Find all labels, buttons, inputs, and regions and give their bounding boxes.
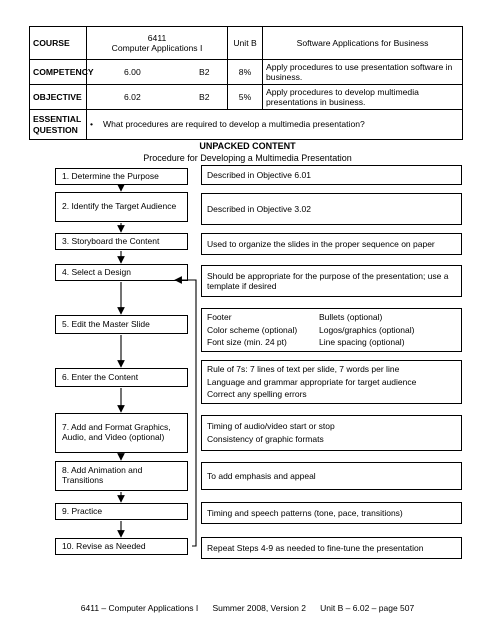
course-label: COURSE bbox=[30, 27, 87, 60]
competency-text: Apply procedures to use presentation software in business. bbox=[263, 60, 463, 85]
step-label: 3. Storyboard the Content bbox=[62, 235, 160, 246]
page-footer: 6411 – Computer Applications I Summer 2008, Version 2 Unit B – 6.02 – page 507 bbox=[80, 603, 415, 613]
unit-title: Software Applications for Business bbox=[263, 27, 463, 60]
objective-weight: 5% bbox=[228, 85, 263, 110]
unit-cell: Unit B bbox=[228, 27, 263, 60]
desc-line: Timing of audio/video start or stop bbox=[207, 421, 335, 432]
step-label: 10. Revise as Needed bbox=[62, 540, 146, 551]
step-label: 2. Identify the Target Audience bbox=[62, 201, 177, 212]
competency-level: B2 bbox=[182, 60, 228, 85]
course-name: Computer Applications I bbox=[111, 43, 203, 53]
desc-line: Correct any spelling errors bbox=[207, 389, 307, 400]
desc-line: Logos/graphics (optional) bbox=[319, 324, 415, 335]
desc-line: Footer bbox=[207, 311, 232, 322]
loop-back-arrow bbox=[175, 280, 196, 546]
step-label: 4. Select a Design bbox=[62, 266, 131, 277]
section-title: UNPACKED CONTENT bbox=[199, 141, 296, 151]
desc-line: Line spacing (optional) bbox=[319, 337, 405, 348]
step-label: 6. Enter the Content bbox=[62, 371, 139, 382]
competency-code: 6.00 bbox=[87, 60, 182, 85]
desc-line: Font size (min. 24 pt) bbox=[207, 337, 287, 348]
step-label: 1. Determine the Purpose bbox=[62, 170, 159, 181]
desc-line: Color scheme (optional) bbox=[207, 324, 298, 335]
bullet-icon: • bbox=[90, 119, 94, 130]
course-number: 6411 bbox=[147, 32, 167, 43]
desc-line: Consistency of graphic formats bbox=[207, 434, 324, 444]
step-label: 5. Edit the Master Slide bbox=[62, 318, 150, 329]
desc-line: To add emphasis and appeal bbox=[207, 470, 316, 481]
desc-line: Should be appropriate for the purpose of the presentation; use a template if desired bbox=[207, 270, 449, 291]
desc-line: Timing and speech patterns (tone, pace, transitions) bbox=[207, 507, 403, 518]
desc-line: Language and grammar appropriate for target audience bbox=[207, 376, 417, 387]
objective-text: Apply procedures to develop multimedia presentations in business. bbox=[263, 85, 463, 110]
step-label: 7. Add and Format Graphics, Audio, and Video (optional) bbox=[62, 422, 171, 442]
desc-line: Described in Objective 3.02 bbox=[207, 203, 311, 214]
desc-line: Bullets (optional) bbox=[319, 311, 383, 322]
desc-line: Used to organize the slides in the proper sequence on paper bbox=[207, 238, 435, 249]
competency-weight: 8% bbox=[228, 60, 263, 85]
desc-line: Rule of 7s: 7 lines of text per slide, 7 words per line bbox=[207, 363, 400, 374]
objective-label: OBJECTIVE bbox=[30, 85, 87, 110]
objective-level: B2 bbox=[182, 85, 228, 110]
step-label: 9. Practice bbox=[62, 505, 103, 516]
section-subtitle: Procedure for Developing a Multimedia Presentation bbox=[143, 153, 352, 163]
step-label: 8. Add Animation and Transitions bbox=[62, 465, 143, 485]
essential-question: What procedures are required to develop a multimedia presentation? bbox=[103, 119, 365, 130]
desc-line: Described in Objective 6.01 bbox=[207, 169, 311, 180]
essential-label: ESSENTIAL QUESTION bbox=[30, 110, 87, 140]
desc-line: Repeat Steps 4-9 as needed to fine-tune the presentation bbox=[207, 542, 424, 553]
competency-label: COMPETENCY bbox=[30, 60, 87, 85]
objective-code: 6.02 bbox=[87, 85, 182, 110]
